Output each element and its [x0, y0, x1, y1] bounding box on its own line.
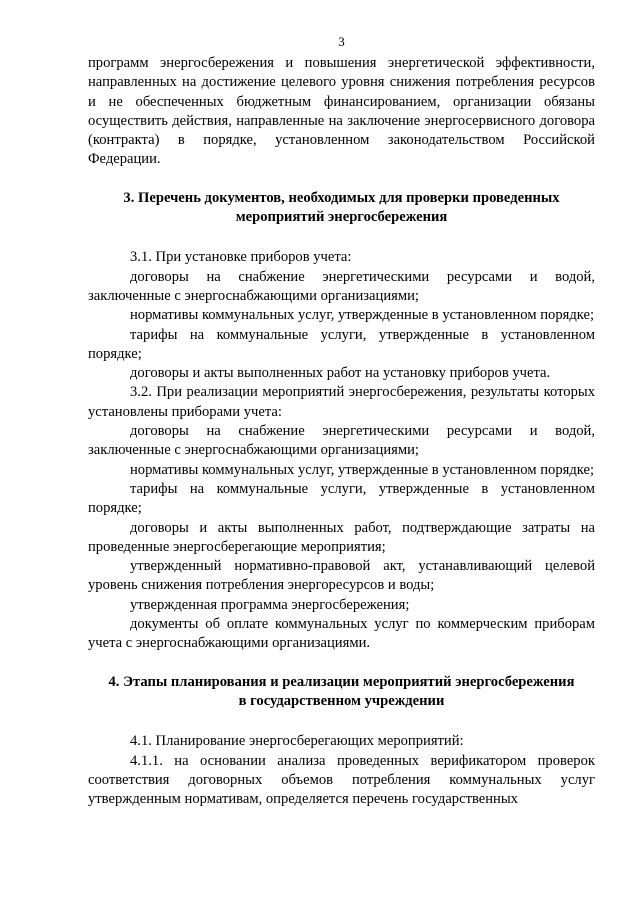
section-3-body [88, 248, 595, 653]
paragraph: нормативы коммунальных услуг, утвержденные в установленном порядке; [130, 461, 595, 478]
section-4-heading [88, 673, 595, 712]
intro-paragraph: программ энергосбережения и повышения энергетической эффективности, направленных на достижение целевого уровня снижения потребления ресурсов и не обеспеченных бюджетным финансированием, организации обязаны осуществить действия, направленные на заключение энергосервисного договора (контракта) в порядке, установленном законодательством Российской Федерации. [88, 55, 595, 168]
section-3-heading-line-1: 3. Перечень документов, необходимых для проверки проведенных [123, 189, 560, 206]
paragraph: 3.1. При установке приборов учета: [130, 249, 352, 266]
paragraph: договоры и акты выполненных работ на установку приборов учета. [130, 365, 551, 382]
section-4-heading-line-2: в государственном учреждении [238, 692, 445, 709]
paragraph: тарифы на коммунальные услуги, утвержденные в установленном порядке; [88, 480, 595, 517]
section-3-heading [88, 189, 595, 228]
paragraph: тарифы на коммунальные услуги, утвержденные в установленном порядке; [88, 326, 595, 362]
section-3-heading-line-2: мероприятий энергосбережения [235, 209, 448, 226]
paragraph: 4.1.1. на основании анализа проведенных верификатором проверок соответствия договорных объемов потребления коммунальных услуг утвержденным нормативам, определяется перечень государственных [88, 752, 595, 808]
paragraph: 3.2. При реализации мероприятий энергосбережения, результаты которых установлены приборами учета: [88, 384, 595, 420]
paragraph: договоры на снабжение энергетическими ресурсами и водой, заключенные с энергоснабжающими организациями; [88, 268, 595, 304]
paragraph: утвержденная программа энергосбережения; [130, 596, 410, 613]
section-4-heading-line-1: 4. Этапы планирования и реализации мероприятий энергосбережения [108, 673, 575, 690]
paragraph: утвержденный нормативно-правовой акт, устанавливающий целевой уровень снижения потребления энергоресурсов и воды; [88, 558, 595, 594]
paragraph: договоры и акты выполненных работ, подтверждающие затраты на проведенные энергосберегающие мероприятия; [88, 519, 595, 555]
page-number: 3 [338, 34, 345, 49]
paragraph: документы об оплате коммунальных услуг по коммерческим приборам учета с энергоснабжающими организациями. [88, 616, 595, 652]
paragraph: договоры на снабжение энергетическими ресурсами и водой, заключенные с энергоснабжающими организациями; [88, 423, 595, 459]
document-page [88, 30, 595, 809]
paragraph: нормативы коммунальных услуг, утвержденные в установленном порядке; [130, 307, 595, 324]
section-4-body [88, 732, 595, 809]
paragraph: 4.1. Планирование энергосберегающих мероприятий: [130, 733, 464, 750]
